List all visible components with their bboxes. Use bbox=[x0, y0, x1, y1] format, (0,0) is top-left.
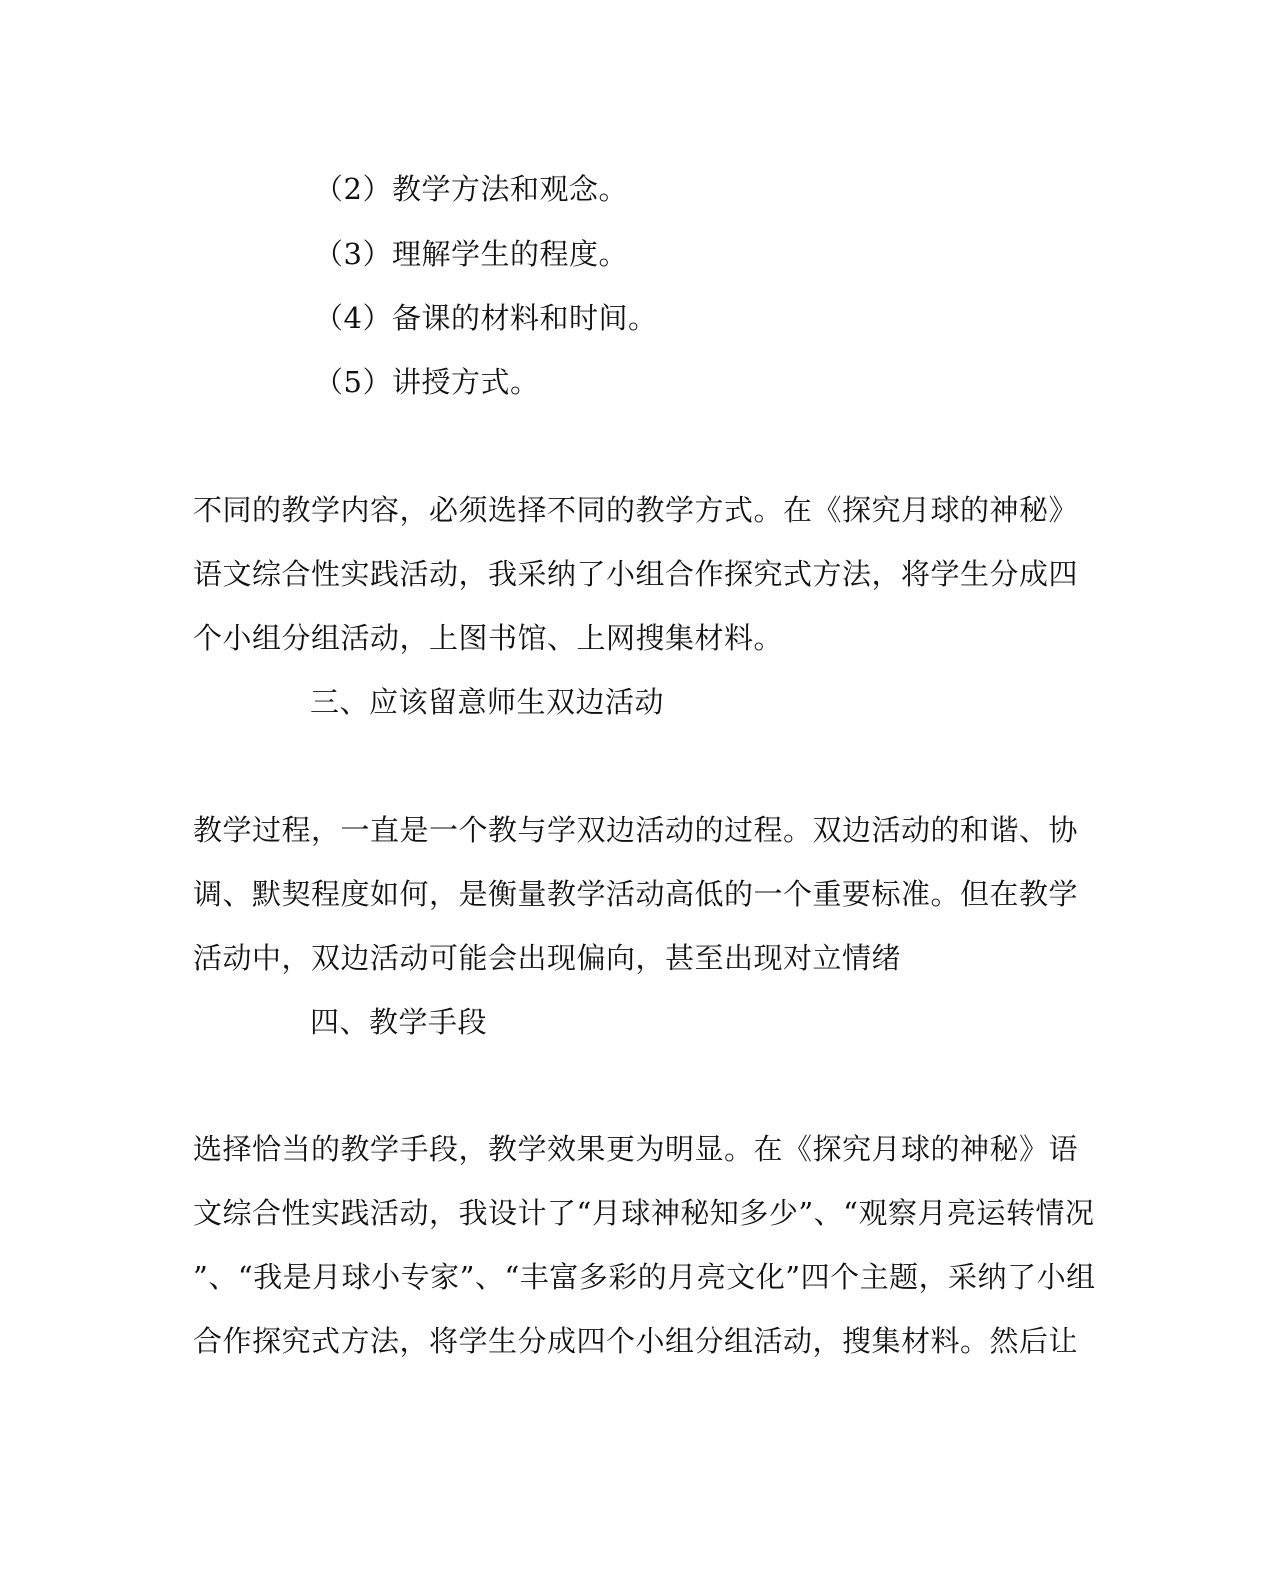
list-item: （3）理解学生的程度。 bbox=[314, 237, 628, 271]
paragraph-line: 不同的教学内容，必须选择不同的教学方式。在《探究月球的神秘》 bbox=[193, 493, 1079, 527]
list-item: （5）讲授方式。 bbox=[314, 365, 540, 399]
paragraph-line: ”、“我是月球小专家”、“丰富多彩的月亮文化”四个主题，采纳了小组 bbox=[193, 1260, 1096, 1294]
paragraph-line: 文综合性实践活动，我设计了“月球神秘知多少”、“观察月亮运转情况 bbox=[193, 1196, 1095, 1230]
paragraph-line: 语文综合性实践活动，我采纳了小组合作探究式方法，将学生分成四 bbox=[193, 557, 1079, 591]
paragraph-line: 个小组分组活动，上图书馆、上网搜集材料。 bbox=[193, 621, 784, 655]
paragraph-line: 教学过程，一直是一个教与学双边活动的过程。双边活动的和谐、协 bbox=[193, 813, 1079, 847]
section-heading: 三、应该留意师生双边活动 bbox=[310, 685, 665, 719]
paragraph-line: 合作探究式方法，将学生分成四个小组分组活动，搜集材料。然后让 bbox=[193, 1324, 1079, 1358]
paragraph-line: 调、默契程度如何，是衡量教学活动高低的一个重要标准。但在教学 bbox=[193, 877, 1079, 911]
paragraph-line: 选择恰当的教学手段，教学效果更为明显。在《探究月球的神秘》语 bbox=[193, 1132, 1079, 1166]
list-item: （2）教学方法和观念。 bbox=[314, 172, 628, 206]
list-item: （4）备课的材料和时间。 bbox=[314, 301, 658, 335]
paragraph-line: 活动中，双边活动可能会出现偏向，甚至出现对立情绪 bbox=[193, 941, 902, 975]
section-heading: 四、教学手段 bbox=[310, 1005, 488, 1039]
